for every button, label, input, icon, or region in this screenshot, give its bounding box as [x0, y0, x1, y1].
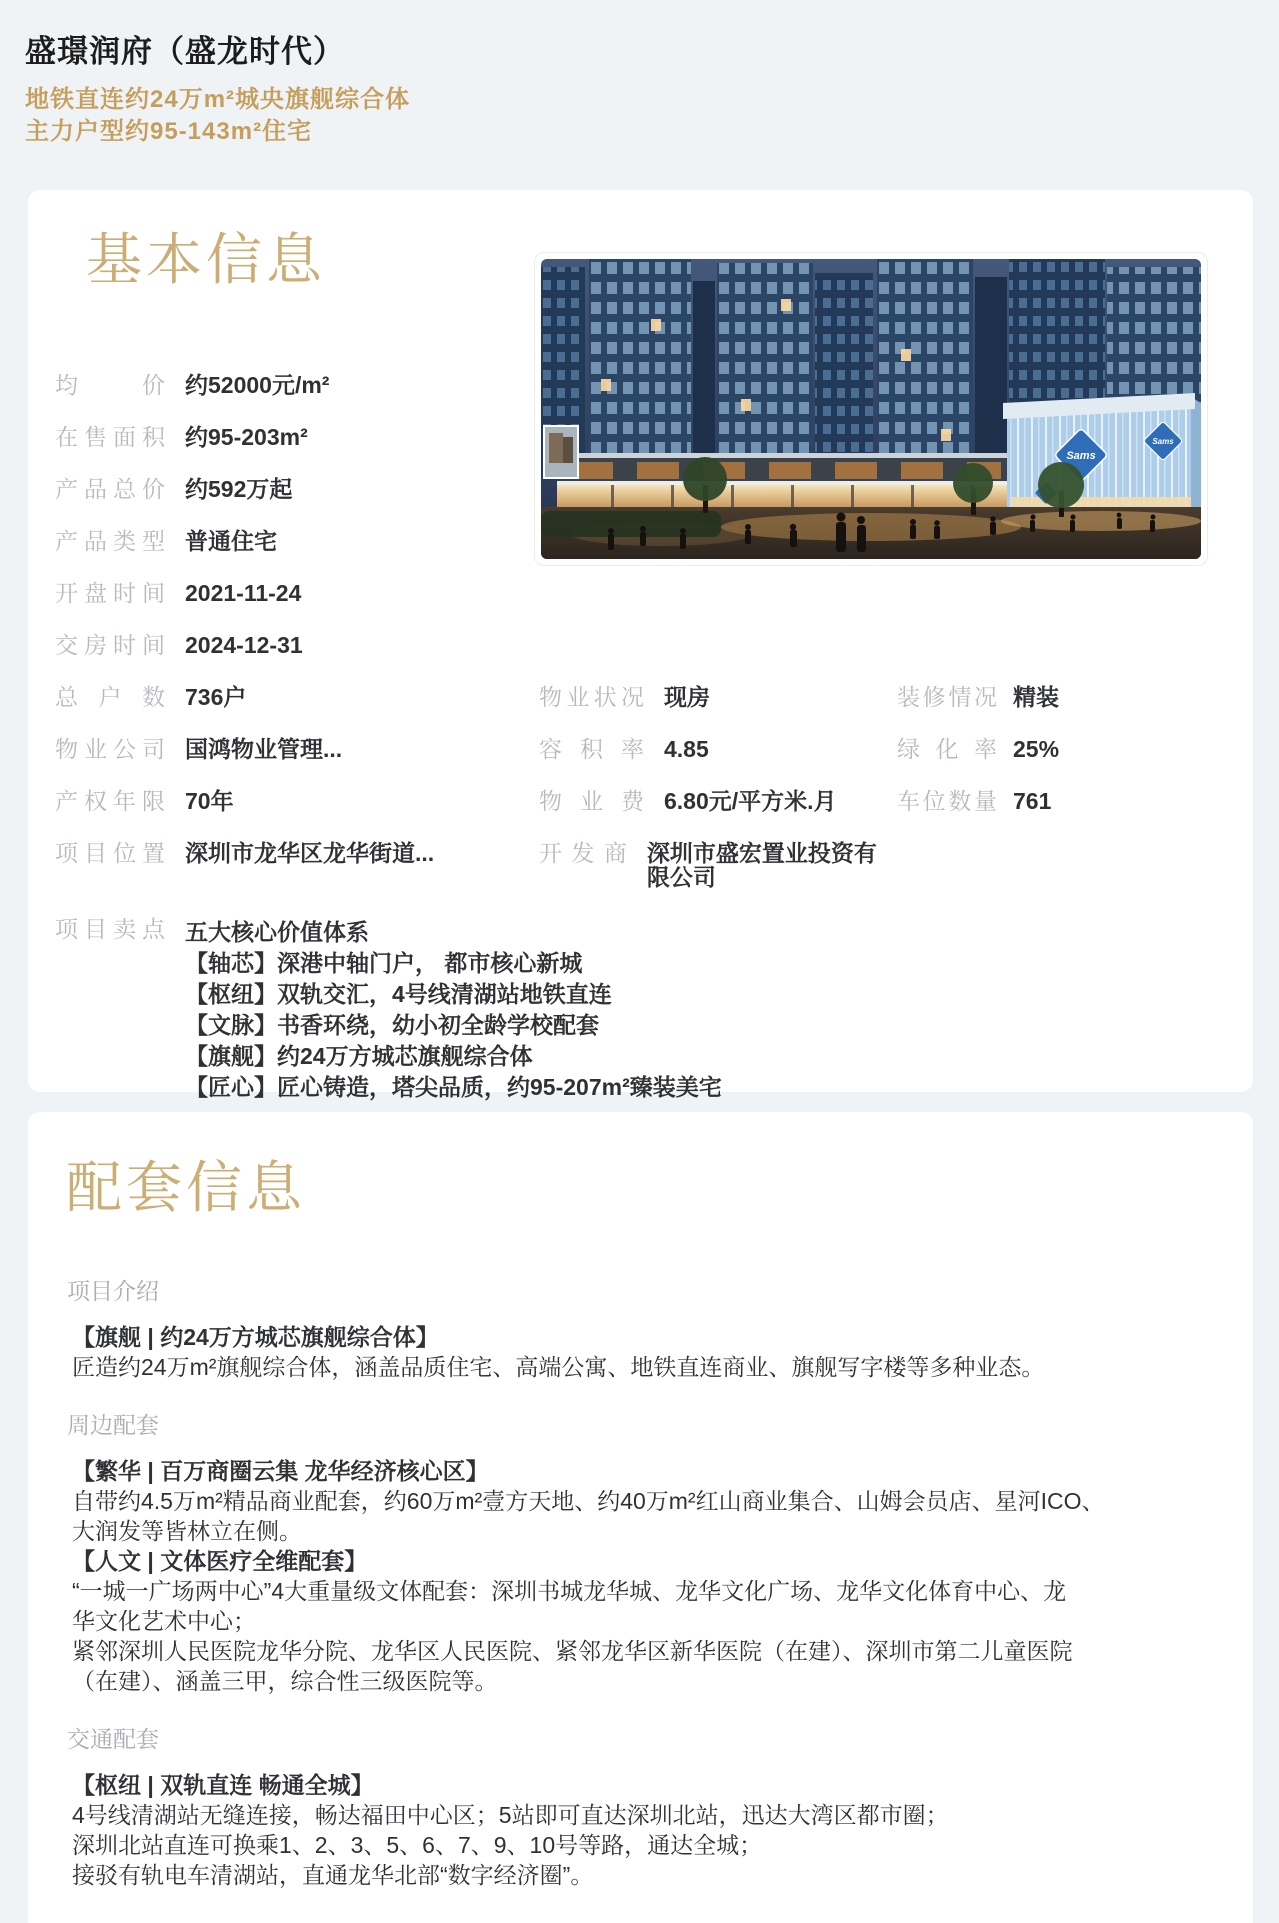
- row-label: 项目位置: [55, 840, 165, 866]
- basic-info-table: [55, 373, 1230, 1131]
- paragraph-line: 华文化艺术中心；: [72, 1608, 256, 1634]
- row-label: 产品类型: [55, 528, 165, 554]
- row-label: 物业公司: [55, 736, 165, 762]
- facilities-section-title: 配套信息: [66, 1156, 306, 1219]
- basic-info-section-title: 基本信息: [86, 228, 326, 291]
- facilities-content: [67, 1224, 1232, 1890]
- table-row: [55, 633, 1230, 657]
- paragraph-line: 4号线清湖站无缝连接，畅达福田中心区；5站即可直达深圳北站，迅达大湾区都市圈；: [72, 1802, 949, 1828]
- row-value: 70年: [185, 788, 234, 814]
- paragraph-line: 接驳有轨电车清湖站，直通龙华北部“数字经济圈”。: [72, 1862, 594, 1888]
- selling-point: 【轴芯】深港中轴门户， 都市核心新城: [185, 950, 583, 976]
- paragraph-line: 匠造约24万m²旗舰综合体，涵盖品质住宅、高端公寓、地铁直连商业、旗舰写字楼等多种业态。: [72, 1354, 1045, 1380]
- row-value: 精装: [1013, 684, 1059, 710]
- row-label: 产品总价: [55, 476, 165, 502]
- row-label: 装修情况: [897, 684, 997, 710]
- row-value: 2021-11-24: [185, 580, 302, 606]
- table-row: [55, 737, 1230, 761]
- row-value: 约592万起: [185, 476, 293, 502]
- paragraph-line: 【枢纽 | 双轨直连 畅通全城】: [72, 1772, 374, 1798]
- row-label: 绿化率: [897, 736, 997, 762]
- row-label: 开发商: [539, 840, 627, 866]
- row-value: 约95-203m²: [185, 424, 308, 450]
- table-row: [55, 477, 1230, 501]
- selling-point: 五大核心价值体系: [185, 919, 369, 945]
- row-label: 产权年限: [55, 788, 165, 814]
- row-value: 现房: [664, 684, 710, 710]
- table-row: [55, 529, 1230, 553]
- paragraph-line: 深圳北站直连可换乘1、2、3、5、6、7、9、10号等路，通达全城；: [72, 1832, 763, 1858]
- row-label: 物业费: [539, 788, 644, 814]
- table-row: [55, 373, 1230, 397]
- row-label: 开盘时间: [55, 580, 165, 606]
- subsection-label-project-intro: 项目介绍: [67, 1278, 159, 1304]
- paragraph-line: “一城一广场两中心”4大重量级文体配套：深圳书城龙华城、龙华文化广场、龙华文化体育中心、龙: [72, 1578, 1067, 1604]
- page-subtitle: [25, 84, 410, 148]
- selling-point: 【枢纽】双轨交汇，4号线清湖站地铁直连: [185, 981, 612, 1007]
- selling-point: 【旗舰】约24万方城芯旗舰综合体: [185, 1043, 533, 1069]
- row-label: 均价: [55, 372, 165, 398]
- subtitle-line-1: 地铁直连约24万m²城央旗舰综合体: [25, 86, 411, 113]
- row-label: 项目卖点: [55, 916, 165, 942]
- paragraph-line: （在建）、涵盖三甲，综合性三级医院等。: [72, 1668, 498, 1694]
- table-row: [55, 841, 1230, 889]
- table-row: [55, 685, 1230, 709]
- paragraph-line: 紧邻深圳人民医院龙华分院、龙华区人民医院、紧邻龙华区新华医院（在建）、深圳市第二儿童医院: [72, 1638, 1073, 1664]
- row-value: 4.85: [664, 736, 709, 762]
- subtitle-line-2: 主力户型约95-143m²住宅: [25, 118, 313, 145]
- paragraph-line: 自带约4.5万m²精品商业配套，约60万m²壹方天地、约40万m²红山商业集合、山姆会员店、星河ICO、: [72, 1488, 1105, 1514]
- row-label: 车位数量: [897, 788, 997, 814]
- paragraph-line: 大润发等皆林立在侧。: [72, 1518, 302, 1544]
- selling-points-row: [55, 917, 1230, 1103]
- row-label: 在售面积: [55, 424, 165, 450]
- table-row: [55, 581, 1230, 605]
- selling-points-list: [185, 917, 722, 1103]
- row-label: 总户数: [55, 684, 165, 710]
- subsection-label-nearby: 周边配套: [67, 1412, 159, 1438]
- row-value: 25%: [1013, 736, 1060, 762]
- svg-text:Sams: Sams: [1152, 437, 1174, 446]
- row-value: 普通住宅: [185, 528, 277, 554]
- row-value: 深圳市盛宏置业投资有限公司: [646, 840, 877, 890]
- row-value: 761: [1013, 788, 1052, 814]
- paragraph-line: 【旗舰 | 约24万方城芯旗舰综合体】: [72, 1324, 439, 1350]
- row-value: 国鸿物业管理...: [185, 736, 343, 762]
- selling-point: 【文脉】书香环绕，幼小初全龄学校配套: [185, 1012, 599, 1038]
- table-row: [55, 425, 1230, 449]
- page-title: 盛璟润府（盛龙时代）: [25, 34, 345, 69]
- row-value: 深圳市龙华区龙华街道...: [185, 840, 435, 866]
- table-row: [55, 789, 1230, 813]
- row-value: 736户: [185, 684, 247, 710]
- row-label: 容积率: [539, 736, 644, 762]
- selling-point: 【匠心】匠心铸造，塔尖品质，约95-207m²臻装美宅: [185, 1074, 722, 1100]
- row-label: 物业状况: [539, 684, 644, 710]
- subsection-label-transport: 交通配套: [67, 1726, 159, 1752]
- row-value: 6.80元/平方米.月: [664, 788, 837, 814]
- row-value: 约52000元/m²: [185, 372, 330, 398]
- paragraph-line: 【人文 | 文体医疗全维配套】: [72, 1548, 368, 1574]
- paragraph-line: 【繁华 | 百万商圈云集 龙华经济核心区】: [72, 1458, 489, 1484]
- basic-info-card: [28, 190, 1253, 1100]
- facilities-card: [28, 1112, 1253, 1923]
- svg-text:Sams: Sams: [1066, 450, 1096, 462]
- row-value: 2024-12-31: [185, 632, 303, 658]
- row-label: 交房时间: [55, 632, 165, 658]
